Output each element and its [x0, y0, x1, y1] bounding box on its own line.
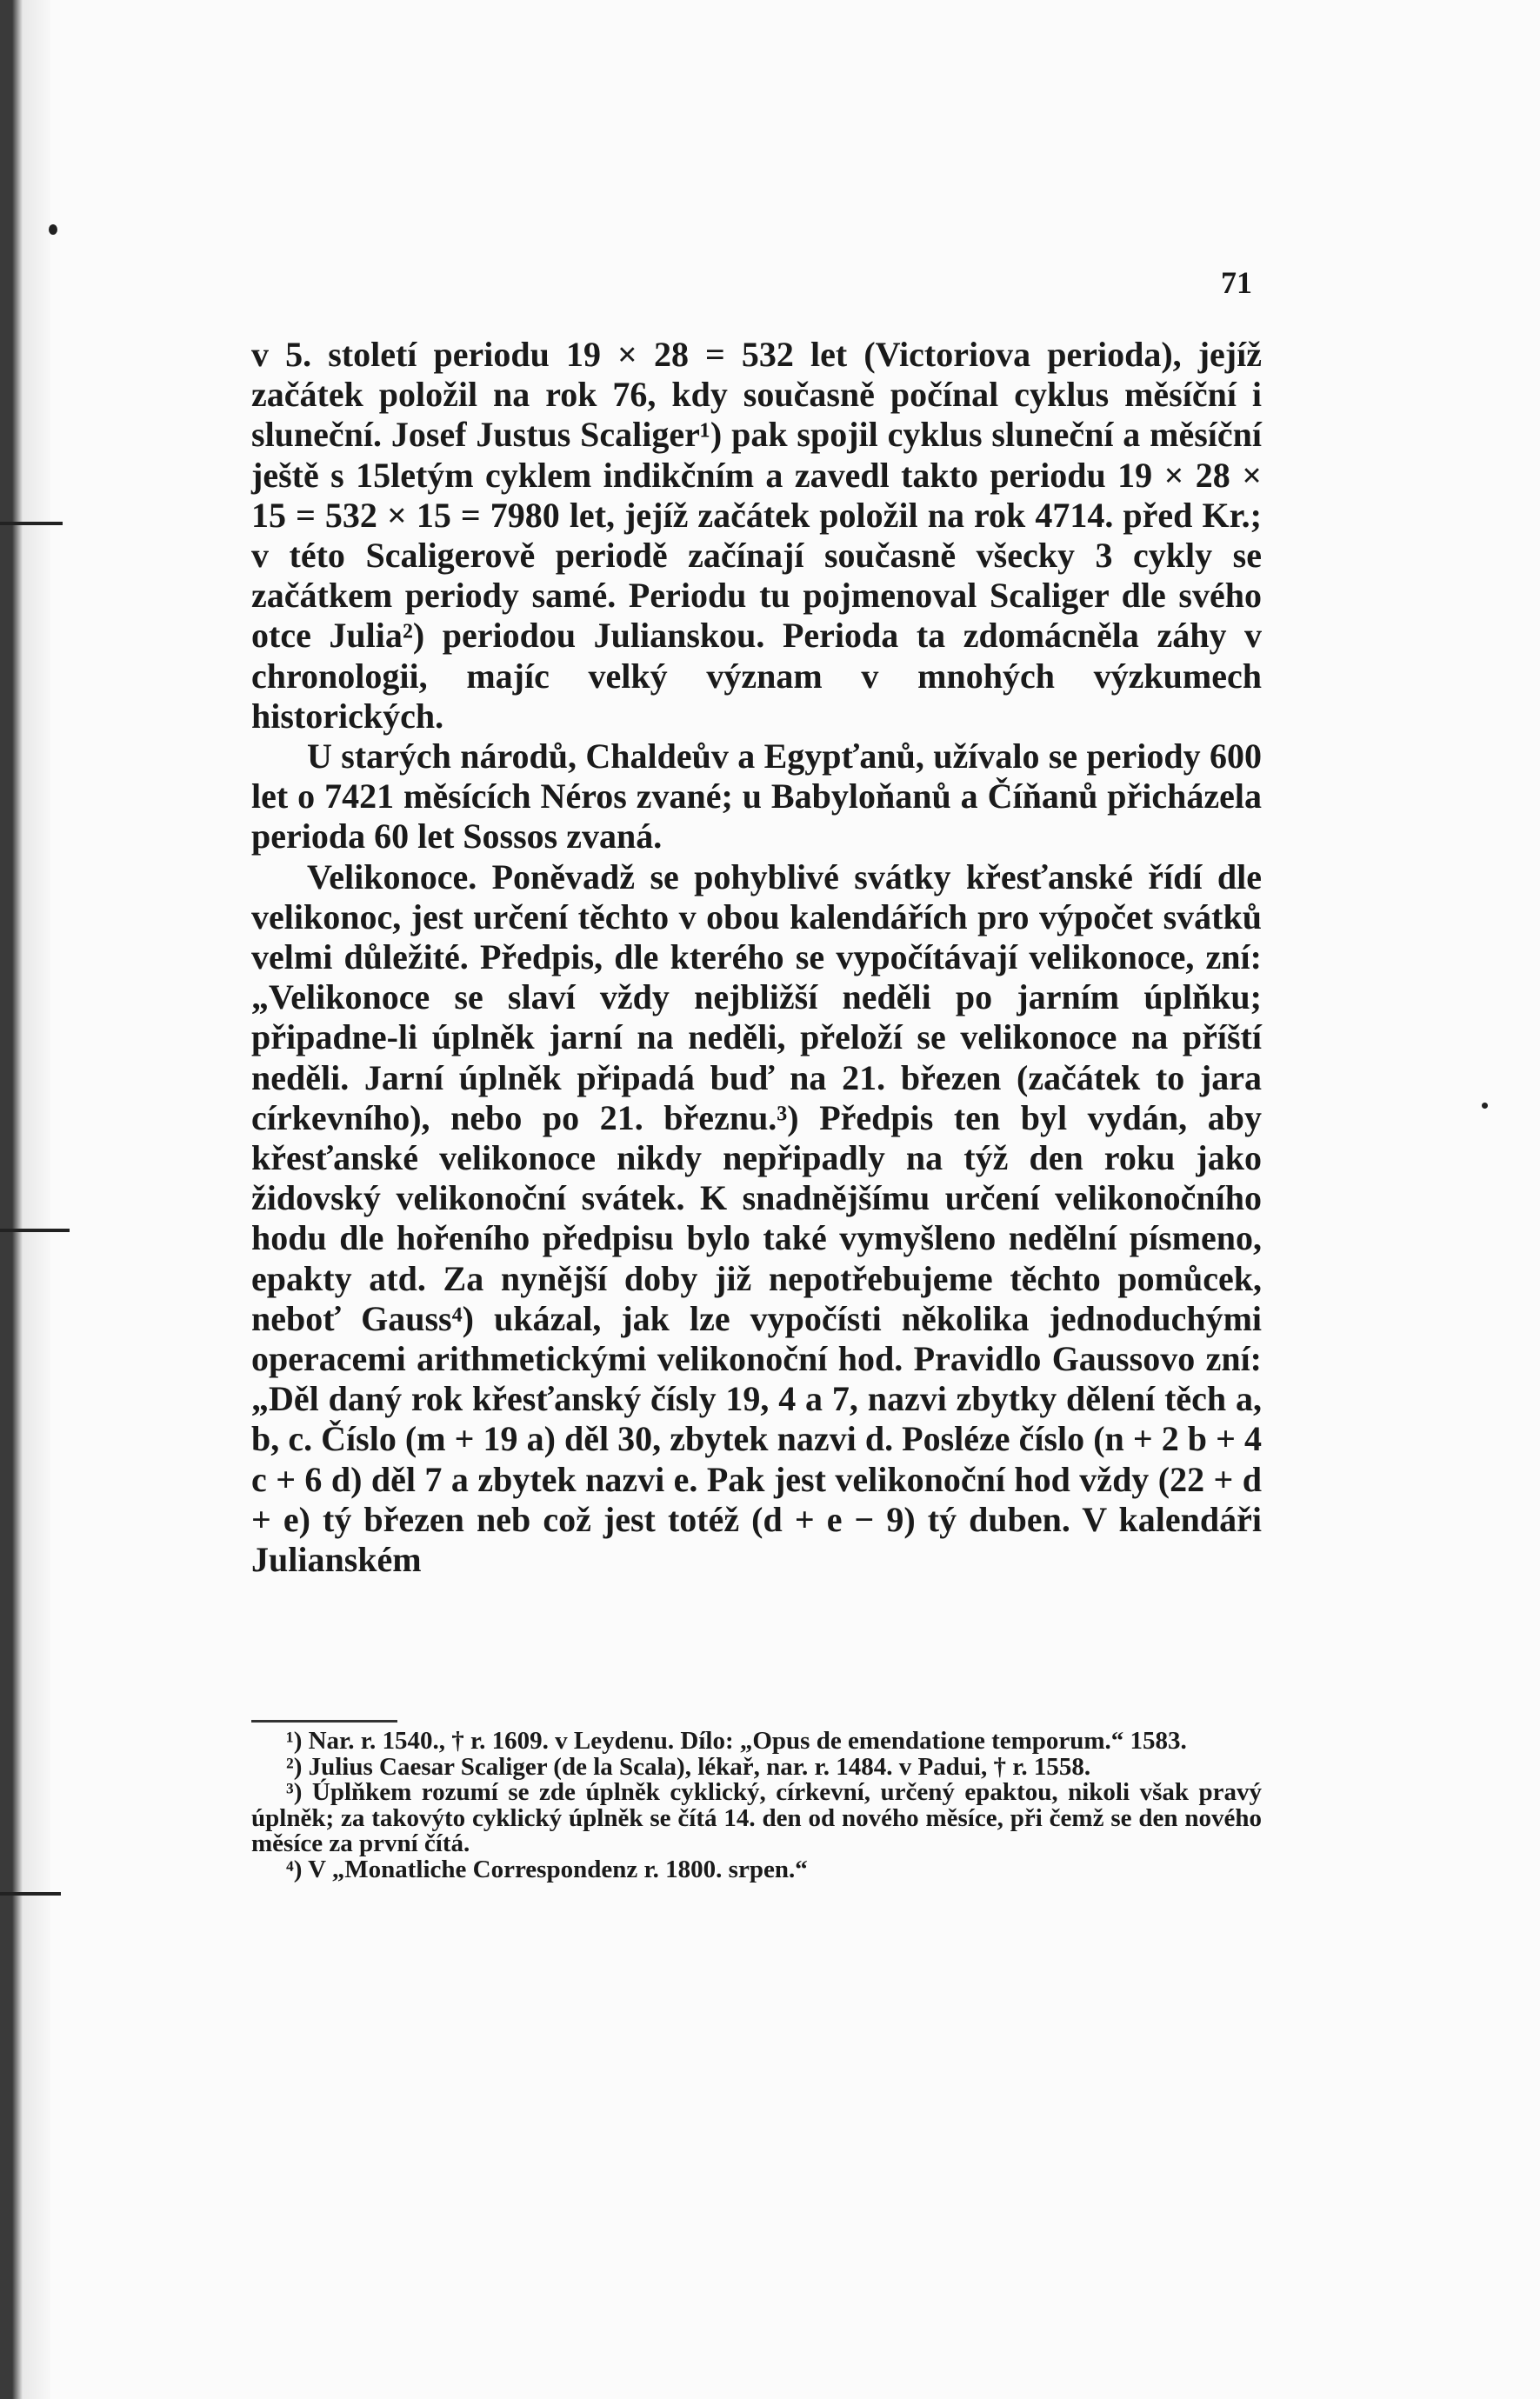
page-number: 71 — [1221, 265, 1252, 300]
paragraph: v 5. století periodu 19 × 28 = 532 let (Victoriova perioda), jejíž začátek položil na rok 76, kdy současně počínal cyklus měsíční i sluneční. Josef Justus Scaliger¹) pak spojil cyklus sluneční a měsíční ještě s 15letým cyklem indikčním a zavedl takto periodu 19 × 28 × 15 = 532 × 15 = 7980 let, jejíž začátek položil na rok 4714. před Kr.; v této Scaligerově periodě začínají současně všecky 3 cykly se začátkem periody samé. Periodu tu pojmenoval Scaliger dle svého otce Julia²) periodou Julianskou. Perioda ta zdomácněla záhy v chronologii, majíc velký význam v mnohých výzkumech historických. — [251, 335, 1262, 736]
footnote-divider — [251, 1720, 397, 1723]
scan-binding-edge — [0, 0, 50, 2399]
scan-speck — [1482, 1103, 1488, 1109]
main-text — [251, 335, 1262, 1580]
footnote: ⁴) V „Monatliche Correspondenz r. 1800. srpen.“ — [286, 1855, 808, 1883]
edge-mark — [0, 1892, 61, 1896]
paragraph: Velikonoce. Poněvadž se pohyblivé svátky křesťanské řídí dle velikonoc, jest určení těchto v obou kalendářích pro výpočet svátků velmi důležité. Předpis, dle kterého se vypočítávají velikonoce, zní: „Velikonoce se slaví vždy nejbližší neděli po jarním úplňku; připadne-li úplněk jarní na neděli, přeloží se velikonoce na příští neděli. Jarní úplněk připadá buď na 21. březen (začátek to jara církevního), nebo po 21. březnu.³) Předpis ten byl vydán, aby křesťanské velikonoce nikdy nepřipadly na týž den roku jako židovský velikonoční svátek. K snadnějšímu určení velikonočního hodu dle hořeního předpisu bylo také vymyšleno nedělní písmeno, epakty atd. Za nynější doby již nepotřebujeme těchto pomůcek, neboť Gauss⁴) ukázal, jak lze vypočísti několika jednoduchými operacemi arithmetickými velikonoční hod. Pravidlo Gaussovo zní: „Děl daný rok křesťanský čísly 19, 4 a 7, nazvi zbytky dělení těch a, b, c. Číslo (m + 19 a) děl 30, zbytek nazvi d. Posléze číslo (n + 2 b + 4 c + 6 d) děl 7 a zbytek nazvi e. Pak jest velikonoční hod vždy (22 + d + e) tý březen neb což jest totéž (d + e − 9) tý duben. V kalendáři Julianském — [251, 856, 1262, 1580]
edge-mark — [0, 522, 63, 525]
footnote: ³) Úplňkem rozumí se zde úplněk cyklický, církevní, určený epaktou, nikoli však pravý úplněk; za takovýto cyklický úplněk se čítá 14. den od nového měsíce, při čemž se den nového měsíce za první čítá. — [251, 1778, 1262, 1857]
footnotes — [251, 1729, 1262, 1883]
footnote: ²) Julius Caesar Scaliger (de la Scala), lékař, nar. r. 1484. v Padui, † r. 1558. — [286, 1752, 1091, 1781]
edge-mark — [0, 1229, 70, 1232]
footnote: ¹) Nar. r. 1540., † r. 1609. v Leydenu. Dílo: „Opus de emendatione temporum.“ 1583. — [286, 1727, 1187, 1755]
scan-speck — [49, 224, 57, 235]
paragraph: U starých národů, Chaldeův a Egypťanů, užívalo se periody 600 let o 7421 měsících Néros zvané; u Babyloňanů a Číňanů přicházela perioda 60 let Sossos zvaná. — [251, 736, 1262, 856]
